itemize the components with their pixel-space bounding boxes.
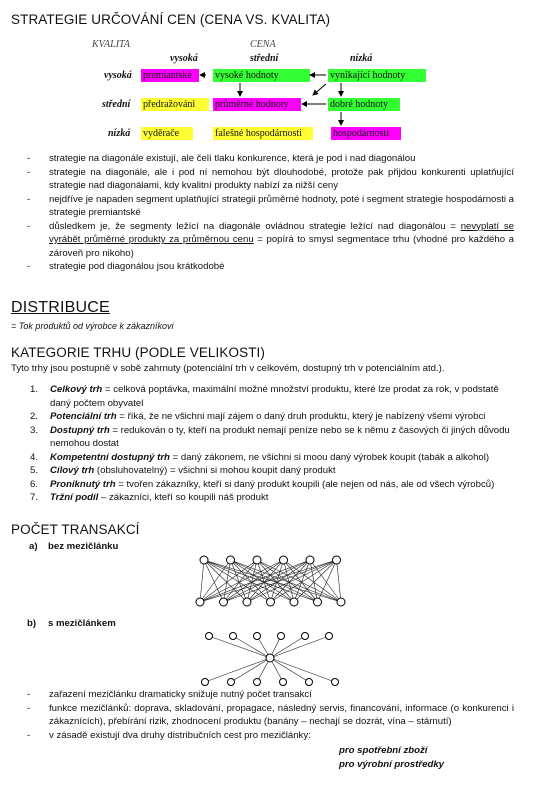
distribution-definition: = Tok produktů od výrobce k zákazníkovi xyxy=(11,321,174,331)
list-item: 2. Potenciální trh = říká, že ne všichni mají zájem o daný druh produktu, který je nabízený všemi výrobci xyxy=(30,411,486,422)
case-a-text: bez mezičlánku xyxy=(48,541,119,552)
quality-level-high: vysoká xyxy=(104,70,132,81)
connection-line xyxy=(337,560,342,602)
cell-good-value: dobré hodnoty xyxy=(328,98,400,111)
axis-label-price: CENA xyxy=(250,39,276,50)
list-item: - strategie na diagonále, ale i pod ní nemohou být dlouhodobé, protože pak přijdou konkurenti uplatňující strategie nad diagonálami, kdy kvalitní produkty nabízí za nižší ceny xyxy=(49,166,514,193)
network-with-intermediary xyxy=(195,630,345,688)
customer-node xyxy=(202,679,209,686)
customer-node xyxy=(280,679,287,686)
connection-line xyxy=(257,560,341,602)
customer-node xyxy=(254,679,261,686)
list-item: - funkce mezičlánků: doprava, skladování, propagace, následný servis, financování, informace (o konkurenci i zákaznících), přebírání rizik, zhodnocení produktu (banány – nechají se dozrát, vína – stárnutí) xyxy=(49,702,514,729)
list-item: 5. Cílový trh (obsluhovatelný) = všichni si mohou koupit daný produkt xyxy=(30,465,336,476)
list-item: - v zásadě existují dva druhy distribučních cest pro mezičlánky: xyxy=(49,729,514,743)
producer-node xyxy=(306,556,314,564)
market-categories-intro: Tyto trhy jsou postupně v sobě zahrnuty (potenciální trh v celkovém, dostupný trh v potenciálním atd.). xyxy=(11,363,445,374)
customer-node xyxy=(337,598,345,606)
producer-node xyxy=(200,556,208,564)
connection-line xyxy=(200,560,284,602)
cell-excellent-value: vynikající hodnoty xyxy=(328,69,426,82)
case-b-text: s mezičlánkem xyxy=(48,618,116,629)
list-item: 4. Kompetentní dostupný trh = daný zákonem, ne všichni si moou daný výrobek koupit (tabák a alkohol) xyxy=(30,451,490,463)
cell-ripoff: vyděrače xyxy=(141,127,193,140)
list-item: - strategie na diagonále existují, ale čelí tlaku konkurence, která je pod i nad diagonálou xyxy=(49,152,514,166)
list-item: - nejdříve je napaden segment uplatňující strategii průměrné hodnoty, poté i segment strategie hospodárnosti a strategie premiantské xyxy=(49,193,514,220)
distribution-path-consumer: pro spotřební zboží xyxy=(339,745,428,756)
producer-node xyxy=(254,633,261,640)
price-level-low: nízká xyxy=(350,53,373,64)
price-quality-matrix xyxy=(88,37,428,147)
cell-high-value: vysoké hodnoty xyxy=(213,69,310,82)
producer-node xyxy=(230,633,237,640)
cell-economy: hospodárnosti xyxy=(331,127,401,140)
producer-node xyxy=(333,556,341,564)
section-title-transactions: POČET TRANSAKCÍ xyxy=(11,522,140,537)
list-item: - zařazení mezičlánku dramaticky snižuje nutný počet transakcí xyxy=(49,688,514,702)
customer-node xyxy=(220,598,228,606)
price-level-high: vysoká xyxy=(170,53,198,64)
customer-node xyxy=(196,598,204,606)
list-item: 7. Tržní podíl – zákazníci, kteří so koupili náš produkt xyxy=(30,492,269,503)
list-item: 3. Dostupný trh = redukován o ty, kteří na produkt nemají peníze nebo se k němu z časových či jiných důvodu nemohou dostat xyxy=(30,424,510,449)
customer-node xyxy=(228,679,235,686)
matrix-arrows xyxy=(88,37,428,147)
customer-node xyxy=(332,679,339,686)
transaction-bullets xyxy=(49,688,514,742)
section-title-market-categories: KATEGORIE TRHU (PODLE VELIKOSTI) xyxy=(11,345,265,360)
connection-line xyxy=(200,560,310,602)
quality-level-low: nízká xyxy=(108,128,131,139)
connection-line xyxy=(209,636,270,658)
producer-node xyxy=(302,633,309,640)
connection-line xyxy=(270,658,335,682)
connection-line xyxy=(205,658,270,682)
producer-node xyxy=(280,556,288,564)
customer-node xyxy=(243,598,251,606)
list-item: 1. Celkový trh = celková poptávka, maximální možné množství produktu, které lze prodat za rok, v podstatě daný počtem obyvatel xyxy=(30,384,499,409)
quality-level-mid: střední xyxy=(102,99,131,110)
section-title-distribution: DISTRIBUCE xyxy=(11,299,110,316)
cell-premium: premiantské xyxy=(141,69,199,82)
customer-node xyxy=(267,598,275,606)
cell-false-economy: falešné hospodárnosti xyxy=(213,127,313,140)
list-item: - strategie pod diagonálou jsou krátkodobé xyxy=(49,260,514,274)
axis-label-quality: KVALITA xyxy=(92,39,130,50)
price-level-mid: střední xyxy=(250,53,279,64)
customer-node xyxy=(290,598,298,606)
distribution-path-industrial: pro výrobní prostředky xyxy=(339,759,445,770)
connection-line xyxy=(200,560,204,602)
cell-average-value: průměrné hodnoty xyxy=(213,98,301,111)
customer-node xyxy=(306,679,313,686)
producer-node xyxy=(227,556,235,564)
producer-node xyxy=(253,556,261,564)
case-b-label: b) xyxy=(27,618,37,629)
cell-overpricing: předražování xyxy=(141,98,209,111)
producer-node xyxy=(206,633,213,640)
producer-node xyxy=(326,633,333,640)
connection-line xyxy=(310,560,341,602)
network-without-intermediary xyxy=(190,552,350,612)
list-item: 6. Proniknutý trh = tvořen zákazníky, kteří si daný produkt koupili (ale nejen od nás, ale od všech výrobců) xyxy=(30,478,495,490)
intermediary-node xyxy=(266,654,274,662)
market-categories-list xyxy=(30,383,515,505)
connection-line xyxy=(233,636,270,658)
connection-line xyxy=(231,560,342,602)
producer-node xyxy=(278,633,285,640)
section-title-pricing-strategy: STRATEGIE URČOVÁNÍ CEN (CENA VS. KVALITA) xyxy=(11,12,331,27)
pricing-bullets xyxy=(49,152,514,274)
customer-node xyxy=(314,598,322,606)
case-a-label: a) xyxy=(29,541,38,552)
list-item: - důsledkem je, že segmenty ležící na diagonále ovládnou strategie ležící nad diagonálou = nevyplatí se vyrábět průměrné produkty za průměrnou cenu = popírá to smysl segmentace trhu (vhodné pro každého a zároveň pro nikoho) xyxy=(49,220,514,261)
